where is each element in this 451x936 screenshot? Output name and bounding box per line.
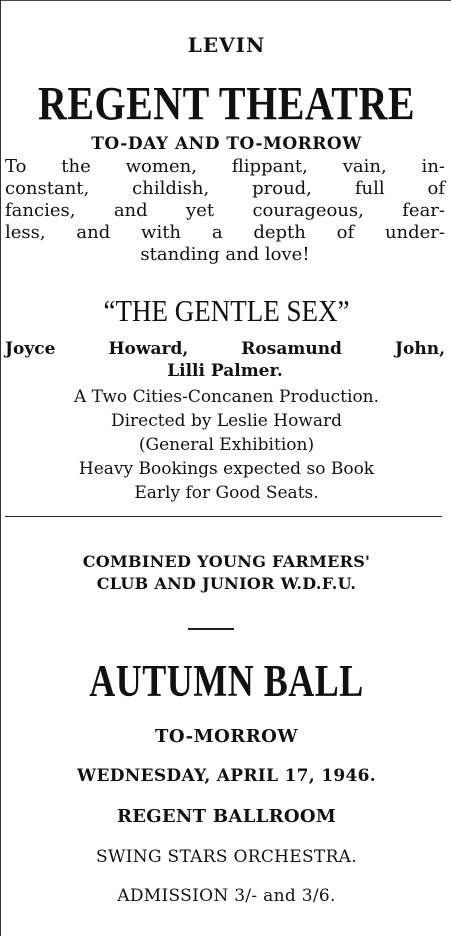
event-when: TO-MORROW — [154, 726, 299, 747]
description-line: standing and love! — [140, 244, 310, 265]
organiser-line: COMBINED YOUNG FARMERS' — [82, 552, 371, 571]
description-line: fancies, and yet courageous, fear- — [5, 200, 445, 221]
event-admission: ADMISSION 3/- and 3/6. — [117, 886, 336, 906]
film-credits — [1, 385, 451, 505]
description-line: To the women, flippant, vain, in- — [5, 156, 445, 177]
description-line: less, and with a depth of under- — [5, 222, 445, 243]
event-venue: REGENT BALLROOM — [116, 806, 337, 827]
description-line: constant, childish, proud, full of — [5, 178, 445, 199]
event-title: AUTUMN BALL — [89, 656, 364, 706]
organiser-line: CLUB AND JUNIOR W.D.F.U. — [96, 574, 357, 593]
cast-line: Lilli Palmer. — [167, 361, 283, 381]
credit-line: Heavy Bookings expected so Book — [78, 459, 375, 479]
cast-line: Joyce Howard, Rosamund John, — [5, 339, 445, 359]
credit-line: (General Exhibition) — [138, 435, 315, 455]
event-band: SWING STARS ORCHESTRA. — [96, 847, 357, 867]
event-date: WEDNESDAY, APRIL 17, 1946. — [77, 766, 376, 786]
theatre-name-heading: REGENT THEATRE — [37, 76, 416, 131]
short-divider — [188, 628, 234, 630]
film-cast — [5, 338, 445, 382]
film-title: “THE GENTLE SEX” — [103, 294, 350, 328]
town-heading: LEVIN — [187, 33, 266, 57]
credit-line: A Two Cities-Concanen Production. — [73, 387, 380, 407]
film-description — [5, 156, 445, 266]
screening-dates: TO-DAY AND TO-MORROW — [91, 134, 362, 154]
credit-line: Directed by Leslie Howard — [110, 411, 342, 431]
top-border-rule — [1, 0, 451, 1]
credit-line: Early for Good Seats. — [134, 483, 319, 503]
ball-organiser — [1, 551, 451, 595]
section-divider — [5, 516, 442, 517]
